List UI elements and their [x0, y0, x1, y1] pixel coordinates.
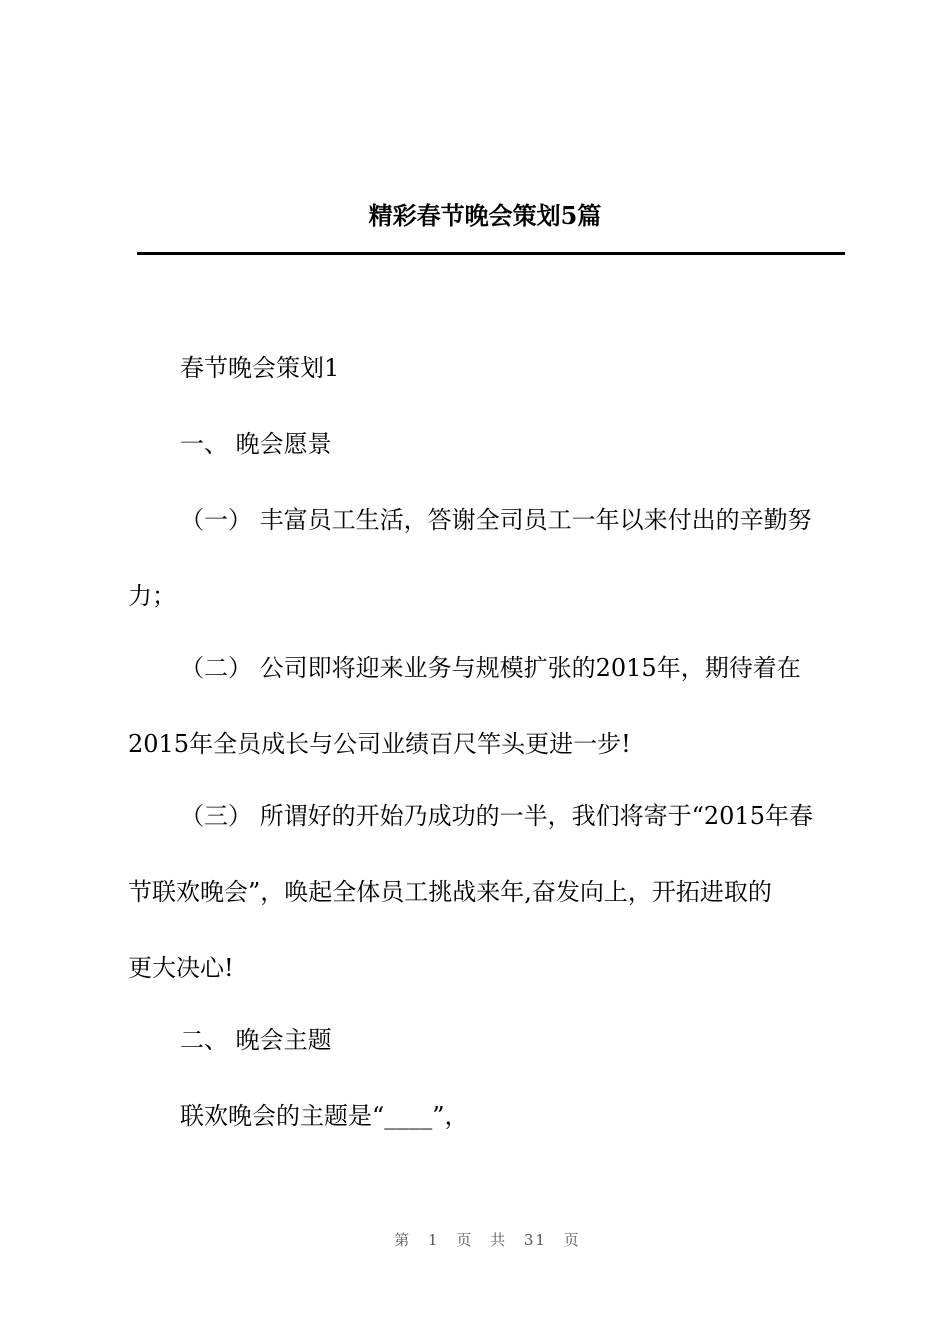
subsection-heading: 二、 晚会主题 [180, 1026, 332, 1054]
paragraph-line: 节联欢晚会”，唤起全体员工挑战来年,奋发向上，开拓进取的 [128, 878, 772, 906]
page-number-footer: 第 1 页 共 31 页 [394, 1231, 581, 1249]
paragraph-line: （一） 丰富员工生活，答谢全司员工一年以来付出的辛勤努 [180, 506, 812, 534]
paragraph-line: 2015年全员成长与公司业绩百尺竿头更进一步! [128, 730, 631, 758]
document-title: 精彩春节晚会策划5篇 [368, 201, 602, 230]
paragraph-line: 力； [128, 582, 176, 610]
section-heading: 春节晚会策划1 [180, 354, 340, 382]
paragraph-line: （三） 所谓好的开始乃成功的一半，我们将寄于“2015年春 [180, 802, 813, 830]
paragraph-line: （二） 公司即将迎来业务与规模扩张的2015年，期待着在 [180, 654, 801, 682]
title-underline [137, 252, 845, 255]
paragraph-line: 更大决心! [128, 954, 234, 982]
paragraph-line: 联欢晚会的主题是“____”， [180, 1102, 469, 1130]
subsection-heading: 一、 晚会愿景 [180, 430, 332, 458]
